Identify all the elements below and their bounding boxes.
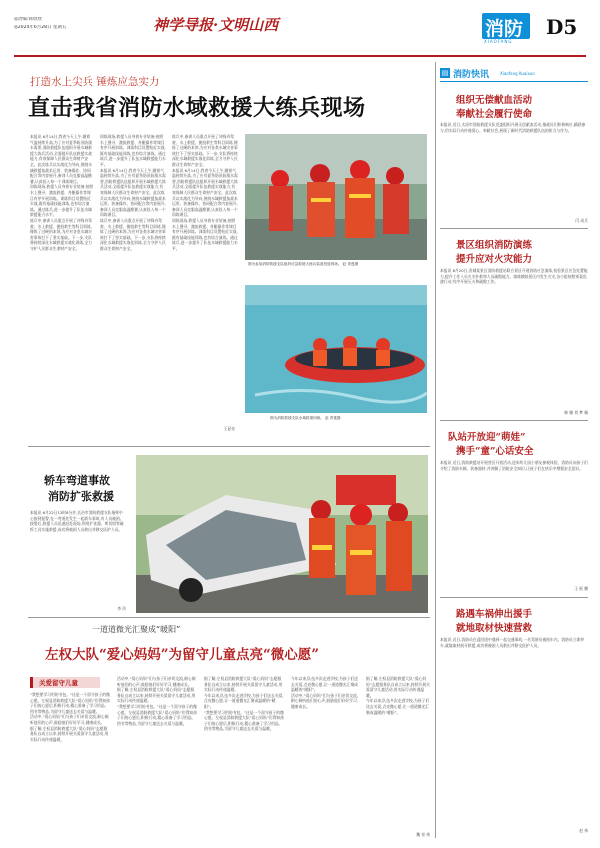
lead-kicker: 打造水上尖兵 锤炼应急实力 (30, 76, 160, 88)
sidebar-header-title: 消防快讯 (453, 70, 490, 80)
lead-headline: 直击我省消防水域救援大练兵现场 (28, 95, 366, 121)
feature-p4b: 今年以来,队伍多次走进学校,为孩子们送去关爱,点亮微心愿,让一道道微光汇聚成温暖的“暖阳”。 (291, 676, 358, 693)
sidebar (440, 66, 588, 838)
lead-paragraph-2c: 训练现场,救援人员身着专业装备,按照水上搜寻、激流救援、舟艇操作等课目有序开展训练。训练科目设置贴近实战,既有基础技能训练,也有综合演练。通过练兵,进一步提升了队伍水域救援能力水平。 (172, 217, 238, 251)
sidebar-item-4-title-1: 路遇车祸伸出援手 (456, 609, 533, 620)
lead-paragraph-3: 练兵中,参训人员重点开展了冲锋舟驾驶、水上救援、抛投救生等科目训练,锤炼了过硬的本领,为应对各类水域灾害事故打下了坚实基础。下一步,支队将持续深化水域救援实战化训练,全力守护人民群众生命财产安全。 (30, 217, 92, 251)
sidebar-divider-2 (440, 420, 588, 421)
feature-p2c: 活动中,“爱心妈妈”们与孩子们亲切交流,耐心倾听他们的心声,鼓励他们好好学习,健康成长。 (291, 692, 359, 709)
rescue-headline-1: 轿车弯道事故 (44, 474, 110, 487)
rescue-body (30, 510, 126, 612)
date-line: ◎2024年6月28日 星期五 (14, 25, 67, 30)
sidebar-divider-3 (440, 597, 588, 598)
masthead-rule (14, 55, 586, 57)
sidebar-item-1-byline: 闫 成兵 (575, 218, 588, 223)
lead-photo2-caption: 图为消防救援支队水域救援训练。 赵 青莲摄 (270, 416, 341, 420)
car-accident-illustration (136, 455, 428, 613)
feature-p4: 今年以来,队伍多次走进学校,为孩子们送去关爱,点亮微心愿,让一道道微光汇聚成温暖的“暖阳”。 (204, 692, 284, 709)
lead-byline: 王显亮 (223, 426, 235, 431)
lead-paragraph-1c: 本报讯 6月14日,我省今天上午,随着气温持续升高,为了应对夏季防汛防溺水需要,消防救援队伍组织开展水域救援大练兵活动,全面提升队伍救援实战能力,有效保障人民群众生命财产安全。此次练兵以实战化为导向,围绕水域救援技战术运用、装备操作、协同配合等内容展开,参训人员克服高温酷暑,认真投入每一个训练课目。 (172, 167, 238, 218)
lead-photo-rescuers (245, 134, 427, 260)
news-icon: ▤ (441, 69, 449, 77)
rescue-byline: 李 玲 (117, 606, 126, 611)
lead-body-col1 (30, 134, 94, 434)
lead-paragraph-1: 本报讯 6月14日,我省今天上午,随着气温持续升高,为了应对夏季防汛防溺水需要,消防救援队伍组织开展水域救援大练兵活动,全面提升队伍救援实战能力,有效保障人民群众生命财产安全。此次练兵以实战化为导向,围绕水域救援技战术运用、装备操作、协同配合等内容展开,参训人员克服高温酷暑,认真投入每一个训练课目。 (30, 134, 92, 184)
rescue-headline-2: 消防扩张救援 (48, 490, 114, 503)
feature-col3 (204, 676, 284, 838)
sidebar-header-sub: Xiaofang Kuaixun (500, 71, 535, 76)
lead-paragraph-3b: 练兵中,参训人员重点开展了冲锋舟驾驶、水上救援、抛投救生等科目训练,锤炼了过硬的本领,为应对各类水域灾害事故打下了坚实基础。下一步,支队将持续深化水域救援实战化训练,全力守护人民群众生命财产安全。 (100, 217, 166, 251)
feature-p3b: 据了解,左权县消防救援大队“爱心妈妈”志愿服务队自成立以来,持续开展关爱留守儿童活动,用实际行动传递温暖。 (117, 687, 196, 704)
rescue-bottom-rule (28, 617, 430, 618)
sidebar-item-3-body: 本报讯 近日,消防救援站开展营区开放活动,迎来幼儿园小朋友参观体验。消防员向孩子们介绍了消防车辆、装备器材,并讲解了消防安全知识,让孩子们在快乐中增强安全意识。 (440, 460, 588, 471)
feature-col2 (117, 676, 197, 838)
feature-p1b: “我想要学习用的书包。”这是一个留守孩子的微心愿。左权县消防救援大队“爱心妈妈”们得知孩子们的心愿后,积极行动,精心准备了学习用品、图书等物品,为留守儿童送去关爱与温暖。 (117, 703, 197, 726)
feature-col5 (366, 676, 430, 831)
lead-photo-boat (245, 285, 427, 413)
sidebar-item-4-byline: 赵 伟 (579, 828, 588, 833)
feature-p2b: 活动中,“爱心妈妈”们与孩子们亲切交流,耐心倾听他们的心声,鼓励他们好好学习,健康成长。 (117, 676, 196, 687)
editor-line: ◎责编:韩欣欣 (14, 17, 42, 22)
rescue-photo (136, 455, 428, 613)
sidebar-divider-1 (440, 228, 588, 229)
page-number: D5 (546, 15, 578, 39)
feature-headline: 左权大队“爱心妈妈”为留守儿童点亮“微心愿” (45, 647, 320, 663)
section-pinyin: XIAOFANG (484, 39, 513, 44)
feature-p4c: 今年以来,队伍多次走进学校,为孩子们送去关爱,点亮微心愿,让一道道微光汇聚成温暖的“暖阳”。 (366, 698, 430, 715)
sidebar-item-1-body: 本报讯 近日,太原市消防救援支队党委组织开展无偿献血活动,指战员们积极响应,踊跃参与,用实际行动传递爱心、奉献社会,展现了新时代消防救援队伍的担当与作为。 (440, 122, 586, 133)
feature-p1c: “我想要学习用的书包。”这是一个留守孩子的微心愿。左权县消防救援大队“爱心妈妈”们得知孩子们的心愿后,积极行动,精心准备了学习用品、图书等物品,为留守儿童送去关爱与温暖。 (204, 709, 284, 732)
vertical-divider (435, 62, 436, 838)
feature-label-tag (30, 677, 100, 688)
boat-photo-illustration (245, 285, 427, 413)
feature-p1: “我想要学习用的书包。”这是一个留守孩子的微心愿。左权县消防救援大队“爱心妈妈”们得知孩子们的心愿后,积极行动,精心准备了学习用品、图书等物品,为留守儿童送去关爱与温暖。 (30, 692, 110, 714)
rescue-paragraph: 本报讯 6月22日13时8分许,长治市消防救援支队指挥中心接到报警,在一弯道处发生一起轿车事故,有人员被困。接警后,救援人员迅速赶赴现场,利用扩张器、剪切钳等破拆工具实施救援,成功将被困人员救出并移交医护人员。 (30, 510, 124, 532)
lead-paragraph-3c: 练兵中,参训人员重点开展了冲锋舟驾驶、水上救援、抛投救生等科目训练,锤炼了过硬的本领,为应对各类水域灾害事故打下了坚实基础。下一步,支队将持续深化水域救援实战化训练,全力守护人民群众生命财产安全。 (172, 134, 238, 167)
sidebar-item-1-title-2: 奉献社会履行使命 (456, 109, 533, 120)
lead-paragraph-2b: 训练现场,救援人员身着专业装备,按照水上搜寻、激流救援、舟艇操作等课目有序开展训练。训练科目设置贴近实战,既有基础技能训练,也有综合演练。通过练兵,进一步提升了队伍水域救援能力水平。 (100, 134, 166, 167)
sidebar-item-2-title-2: 提升应对火灾能力 (456, 254, 533, 265)
feature-col4 (291, 676, 361, 838)
lead-bottom-rule (28, 446, 430, 447)
feature-p2: 活动中,“爱心妈妈”们与孩子们亲切交流,耐心倾听他们的心声,鼓励他们好好学习,健康成长。 (30, 714, 109, 725)
rescuers-photo-illustration (245, 134, 427, 260)
sidebar-item-3-title-2: 携手“童”心话安全 (456, 446, 534, 457)
sidebar-item-2-byline: 韩 娜 刘 梦 佩 (564, 410, 588, 415)
lead-paragraph-2: 训练现场,救援人员身着专业装备,按照水上搜寻、激流救援、舟艇操作等课目有序开展训练。训练科目设置贴近实战,既有基础技能训练,也有综合演练。通过练兵,进一步提升了队伍水域救援能力水平。 (30, 184, 94, 218)
sidebar-item-2-body: 本报讯 6月20日,晋城某景区消防救援站联合景区开展消防应急演练,检验景区应急处置能力,提升工作人员火灾扑救和人员疏散能力。演练模拟景区内发生火灾,各小组按照预案迅速行动,有序开展灭火和疏散工作。 (440, 268, 588, 285)
feature-p3d: 据了解,左权县消防救援大队“爱心妈妈”志愿服务队自成立以来,持续开展关爱留守儿童活动,用实际行动传递温暖。 (366, 676, 430, 698)
lead-photo1-caption: 图为参加消防救援支队组织应急救援大练兵装备投放现场。 赵 青莲摄 (248, 262, 359, 266)
sidebar-item-4-body: 本报讯 近日,消防员在返回途中遇到一起交通事故,一名驾驶员被困车内。消防员立即停车,就地取材展开救援,成功将被困人员救出并移交医护人员。 (440, 637, 585, 648)
feature-p3c: 据了解,左权县消防救援大队“爱心妈妈”志愿服务队自成立以来,持续开展关爱留守儿童活动,用实际行动传递温暖。 (204, 676, 283, 693)
feature-col1 (30, 692, 110, 837)
section-title: 消防 (485, 18, 524, 40)
sidebar-item-1-title-1: 组织无偿献血活动 (456, 95, 533, 106)
feature-byline: 魏 泉 伟 (416, 832, 430, 837)
feature-p3: 据了解,左权县消防救援大队“爱心妈妈”志愿服务队自成立以来,持续开展关爱留守儿童活动,用实际行动传递温暖。 (30, 725, 109, 742)
sidebar-item-3-title-1: 队站开放迎“萌娃” (448, 432, 526, 443)
feature-label-text: 关爱留守儿童 (39, 679, 78, 687)
feature-kicker: 一道道微光汇聚成“暖阳” (92, 625, 181, 634)
sidebar-header-bar (440, 66, 588, 82)
masthead (0, 0, 600, 58)
lead-body-col2 (100, 134, 166, 434)
masthead-calligraphy: 神学导报·文明山西 (153, 16, 279, 34)
sidebar-item-2-title-1: 景区组织消防演练 (456, 240, 533, 251)
lead-body-col3 (172, 134, 238, 424)
sidebar-item-4-title-2: 就地取材快速营救 (456, 623, 533, 634)
lead-paragraph-1b: 本报讯 6月14日,我省今天上午,随着气温持续升高,为了应对夏季防汛防溺水需要,消防救援队伍组织开展水域救援大练兵活动,全面提升队伍救援实战能力,有效保障人民群众生命财产安全。此次练兵以实战化为导向,围绕水域救援技战术运用、装备操作、协同配合等内容展开,参训人员克服高温酷暑,认真投入每一个训练课目。 (100, 167, 166, 218)
sidebar-item-3-byline: 王 跃 鹏 (574, 586, 588, 591)
